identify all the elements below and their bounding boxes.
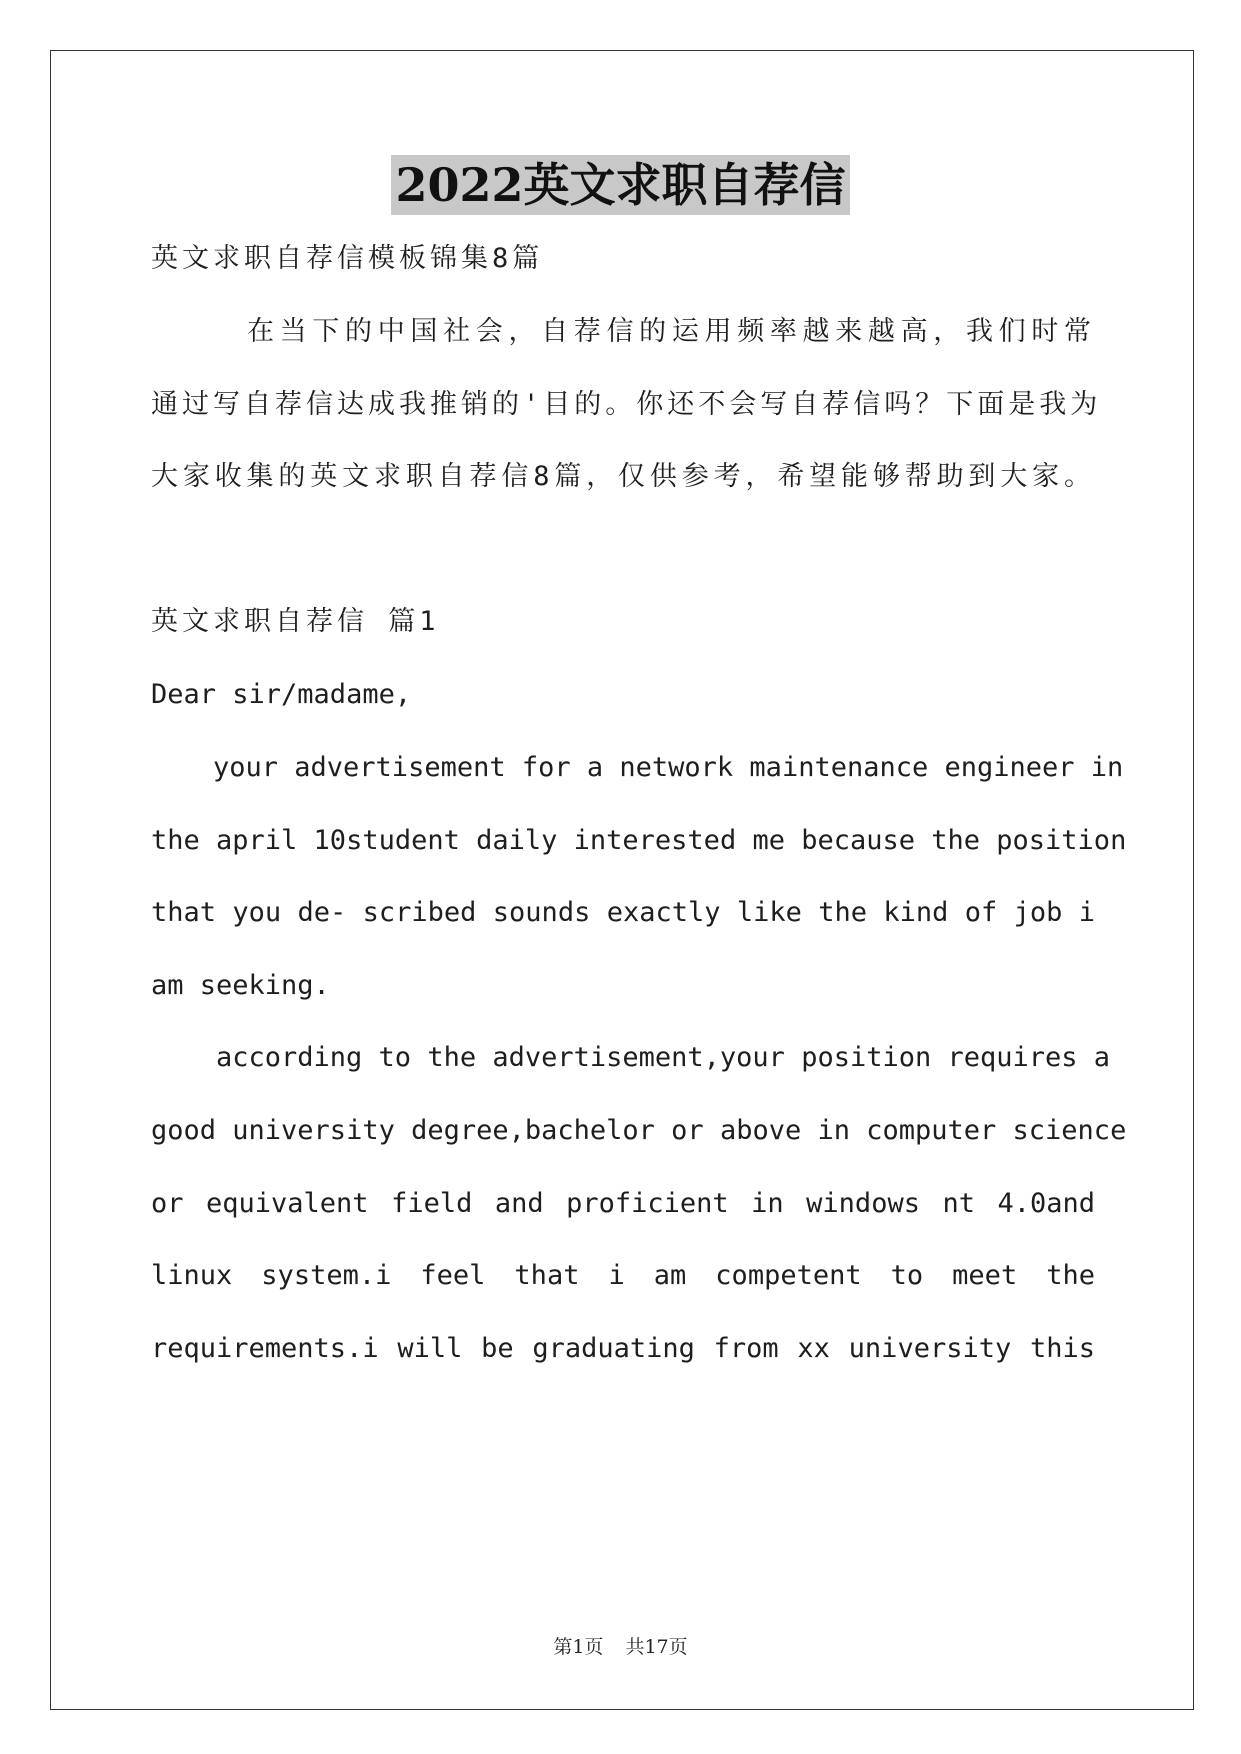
- para2-line-5: requirements.i will be graduating from xx university this: [151, 1333, 1095, 1364]
- para2-line-4: linux system.i feel that i am competent to meet the: [151, 1260, 1095, 1291]
- document-title: 2022英文求职自荐信: [391, 155, 849, 215]
- intro-line-3: 大家收集的英文求职自荐信8篇，仅供参考，希望能够帮助到大家。: [151, 461, 1095, 492]
- page-total: 共17页: [625, 1636, 688, 1658]
- section-heading: 英文求职自荐信 篇1: [151, 606, 440, 637]
- page-number: 第1页: [553, 1636, 604, 1658]
- para1-line-2: the april 10student daily interested me because the position: [151, 825, 1127, 856]
- intro-line-2: 通过写自荐信达成我推销的'目的。你还不会写自荐信吗？下面是我为: [151, 389, 1102, 420]
- title-container: [0, 155, 1241, 215]
- page-footer: [0, 1632, 1241, 1659]
- page-border: [50, 50, 1194, 1710]
- para1-line-1: your advertisement for a network maintenance engineer in: [213, 752, 1124, 783]
- para1-line-3: that you de- scribed sounds exactly like the kind of job i: [151, 897, 1095, 928]
- document-subtitle: 英文求职自荐信模板锦集8篇: [151, 243, 544, 274]
- para2-line-2: good university degree,bachelor or above in computer science: [151, 1115, 1127, 1146]
- intro-line-1: 在当下的中国社会，自荐信的运用频率越来越高，我们时常: [247, 316, 1095, 347]
- salutation: Dear sir/madame,: [151, 679, 412, 710]
- para1-line-4: am seeking.: [151, 970, 330, 1001]
- para2-line-1: according to the advertisement,your position requires a: [216, 1042, 1111, 1073]
- para2-line-3: or equivalent field and proficient in windows nt 4.0and: [151, 1188, 1095, 1219]
